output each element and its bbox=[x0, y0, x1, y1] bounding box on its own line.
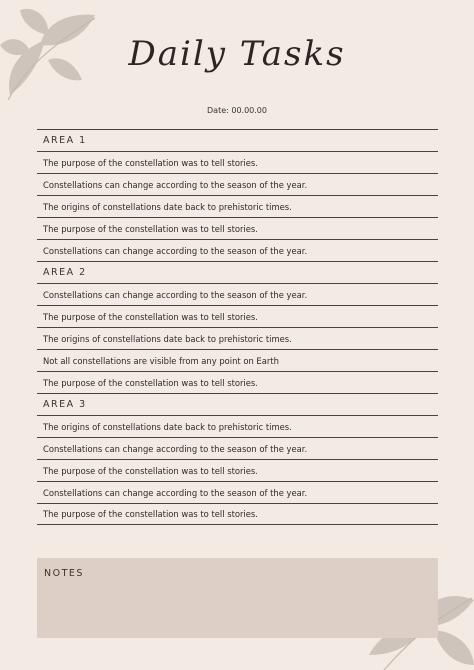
task-list bbox=[37, 129, 438, 525]
task-row[interactable]: The purpose of the constellation was to tell stories. bbox=[37, 459, 438, 481]
area-header: AREA 2 bbox=[37, 261, 438, 283]
area-header: AREA 3 bbox=[37, 393, 438, 415]
task-row[interactable]: The origins of constellations date back to prehistoric times. bbox=[37, 415, 438, 437]
task-row[interactable]: Constellations can change according to the season of the year. bbox=[37, 481, 438, 503]
date-label: Date: 00.00.00 bbox=[207, 106, 267, 115]
task-row[interactable]: Not all constellations are visible from any point on Earth bbox=[37, 349, 438, 371]
task-row[interactable]: The purpose of the constellation was to tell stories. bbox=[37, 217, 438, 239]
task-row[interactable]: The origins of constellations date back to prehistoric times. bbox=[37, 327, 438, 349]
task-row[interactable]: Constellations can change according to the season of the year. bbox=[37, 239, 438, 261]
page-title: Daily Tasks bbox=[128, 34, 346, 74]
task-row[interactable]: The purpose of the constellation was to tell stories. bbox=[37, 371, 438, 393]
notes-box[interactable] bbox=[37, 558, 438, 638]
task-row[interactable]: The origins of constellations date back to prehistoric times. bbox=[37, 195, 438, 217]
task-row[interactable]: The purpose of the constellation was to tell stories. bbox=[37, 151, 438, 173]
task-row[interactable]: The purpose of the constellation was to tell stories. bbox=[37, 503, 438, 525]
task-row[interactable]: Constellations can change according to the season of the year. bbox=[37, 173, 438, 195]
notes-label: NOTES bbox=[44, 568, 84, 579]
task-row[interactable]: Constellations can change according to the season of the year. bbox=[37, 283, 438, 305]
area-header: AREA 1 bbox=[37, 129, 438, 151]
task-row[interactable]: The purpose of the constellation was to tell stories. bbox=[37, 305, 438, 327]
task-row[interactable]: Constellations can change according to the season of the year. bbox=[37, 437, 438, 459]
